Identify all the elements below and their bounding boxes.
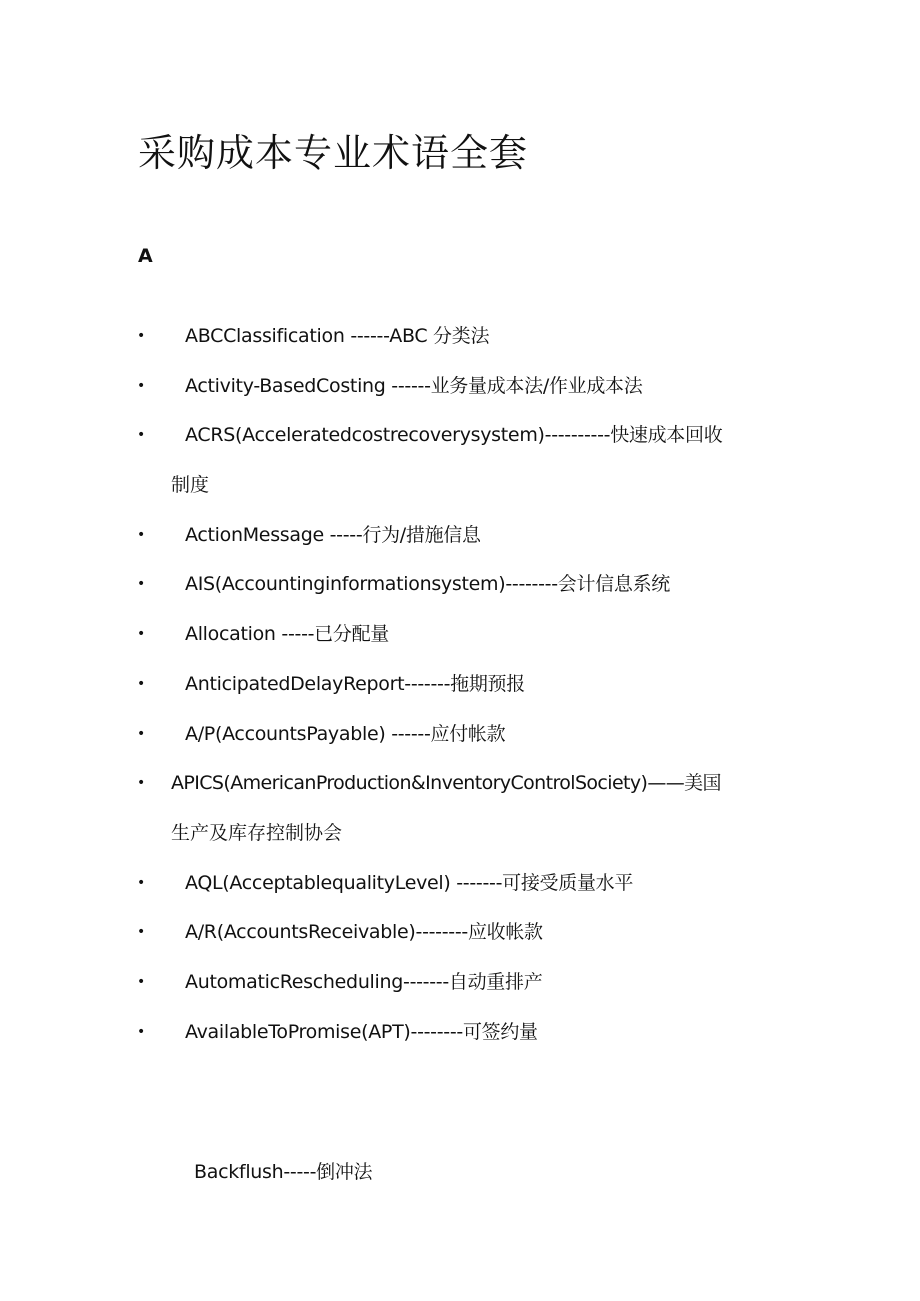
list-item bbox=[0, 710, 920, 760]
list-item bbox=[0, 312, 920, 362]
term-text: ActionMessage -----行为/措施信息 bbox=[185, 523, 481, 546]
term-text: AnticipatedDelayReport-------拖期预报 bbox=[185, 672, 525, 695]
term-text: ACRS(Acceleratedcostrecoverysystem)----------快速成本回收 bbox=[185, 424, 723, 447]
bullet-icon: • bbox=[137, 725, 146, 742]
list-item bbox=[0, 362, 920, 412]
bullet-icon: • bbox=[137, 427, 146, 444]
list-item bbox=[0, 411, 920, 510]
term-text: AvailableToPromise(APT)--------可签约量 bbox=[185, 1020, 538, 1043]
bullet-icon: • bbox=[137, 924, 146, 941]
term-text: AQL(AcceptablequalityLevel) -------可接受质量水平 bbox=[185, 871, 634, 894]
list-item bbox=[0, 958, 920, 1008]
term-text: AIS(Accountinginformationsystem)--------会计信息系统 bbox=[185, 573, 670, 596]
term-continuation: 制度 bbox=[171, 474, 210, 497]
list-item bbox=[0, 759, 920, 858]
bullet-icon: • bbox=[137, 775, 146, 792]
bullet-icon: • bbox=[137, 626, 146, 643]
term-text: A/R(AccountsReceivable)--------应收帐款 bbox=[185, 921, 543, 944]
term-backflush: Backflush-----倒冲法 bbox=[194, 1161, 373, 1183]
list-item bbox=[0, 610, 920, 660]
term-text: ABCClassification ------ABC 分类法 bbox=[185, 325, 490, 347]
section-heading-a: A bbox=[138, 245, 153, 267]
term-list bbox=[0, 312, 920, 1057]
bullet-icon: • bbox=[137, 328, 146, 344]
document-title: 采购成本专业术语全套 bbox=[138, 131, 529, 175]
bullet-icon: • bbox=[137, 1023, 146, 1040]
term-text: Activity-BasedCosting ------业务量成本法/作业成本法 bbox=[185, 374, 643, 397]
list-item bbox=[0, 511, 920, 561]
term-text: APICS(AmericanProduction&InventoryControlSociety)——美国 bbox=[171, 772, 721, 795]
term-text: A/P(AccountsPayable) ------应付帐款 bbox=[185, 722, 506, 745]
term-text: AutomaticRescheduling-------自动重排产 bbox=[185, 970, 543, 993]
list-item bbox=[0, 1008, 920, 1058]
list-item bbox=[0, 908, 920, 958]
list-item bbox=[0, 660, 920, 710]
bullet-icon: • bbox=[137, 526, 146, 543]
list-item bbox=[0, 560, 920, 610]
term-continuation: 生产及库存控制协会 bbox=[171, 821, 343, 844]
list-item bbox=[0, 859, 920, 909]
bullet-icon: • bbox=[137, 377, 146, 394]
bullet-icon: • bbox=[137, 675, 146, 692]
bullet-icon: • bbox=[137, 576, 146, 593]
bullet-icon: • bbox=[137, 973, 146, 990]
bullet-icon: • bbox=[137, 874, 146, 891]
term-text: Allocation -----已分配量 bbox=[185, 623, 389, 646]
